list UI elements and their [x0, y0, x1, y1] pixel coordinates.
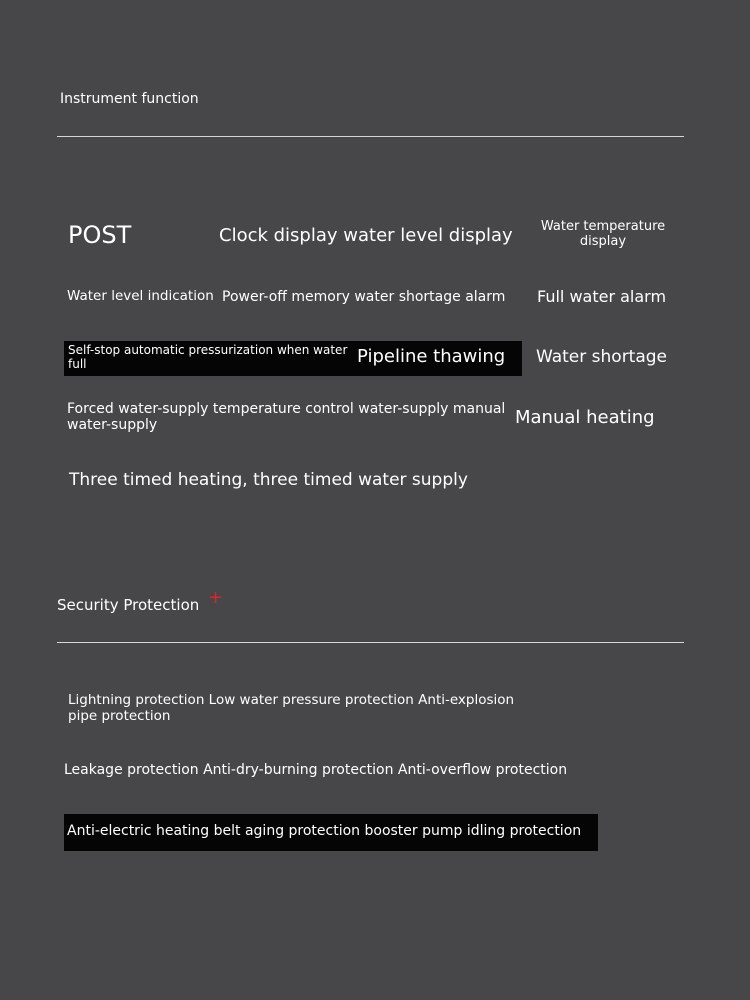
protection-heating-belt-booster-pump: Anti-electric heating belt aging protection booster pump idling protection	[67, 823, 582, 839]
plus-icon: +	[208, 587, 224, 608]
function-water-temperature-display: Water temperature display	[540, 219, 666, 249]
section-divider	[57, 642, 684, 643]
function-timed-heating-supply: Three timed heating, three timed water supply	[69, 470, 468, 490]
function-self-stop-pressurization: Self-stop automatic pressurization when water full	[68, 343, 348, 371]
function-water-shortage: Water shortage	[536, 347, 668, 367]
function-clock-water-level-display: Clock display water level display	[219, 225, 513, 246]
security-protection-heading: Security Protection	[57, 596, 200, 614]
function-manual-heating: Manual heating	[515, 407, 655, 428]
protection-lightning-pressure-pipe: Lightning protection Low water pressure protection Anti-explosion pipe protection	[68, 692, 515, 724]
function-pipeline-thawing: Pipeline thawing	[357, 346, 506, 367]
function-forced-water-supply: Forced water-supply temperature control water-supply manual water-supply	[67, 401, 506, 434]
section-divider	[57, 136, 684, 137]
function-power-off-memory-alarm: Power-off memory water shortage alarm	[222, 289, 506, 305]
function-post: POST	[68, 221, 132, 249]
instrument-function-heading: Instrument function	[60, 91, 199, 107]
function-full-water-alarm: Full water alarm	[537, 287, 667, 306]
function-water-level-indication: Water level indication	[67, 288, 214, 304]
protection-leakage-dry-burning-overflow: Leakage protection Anti-dry-burning protection Anti-overflow protection	[64, 762, 568, 778]
